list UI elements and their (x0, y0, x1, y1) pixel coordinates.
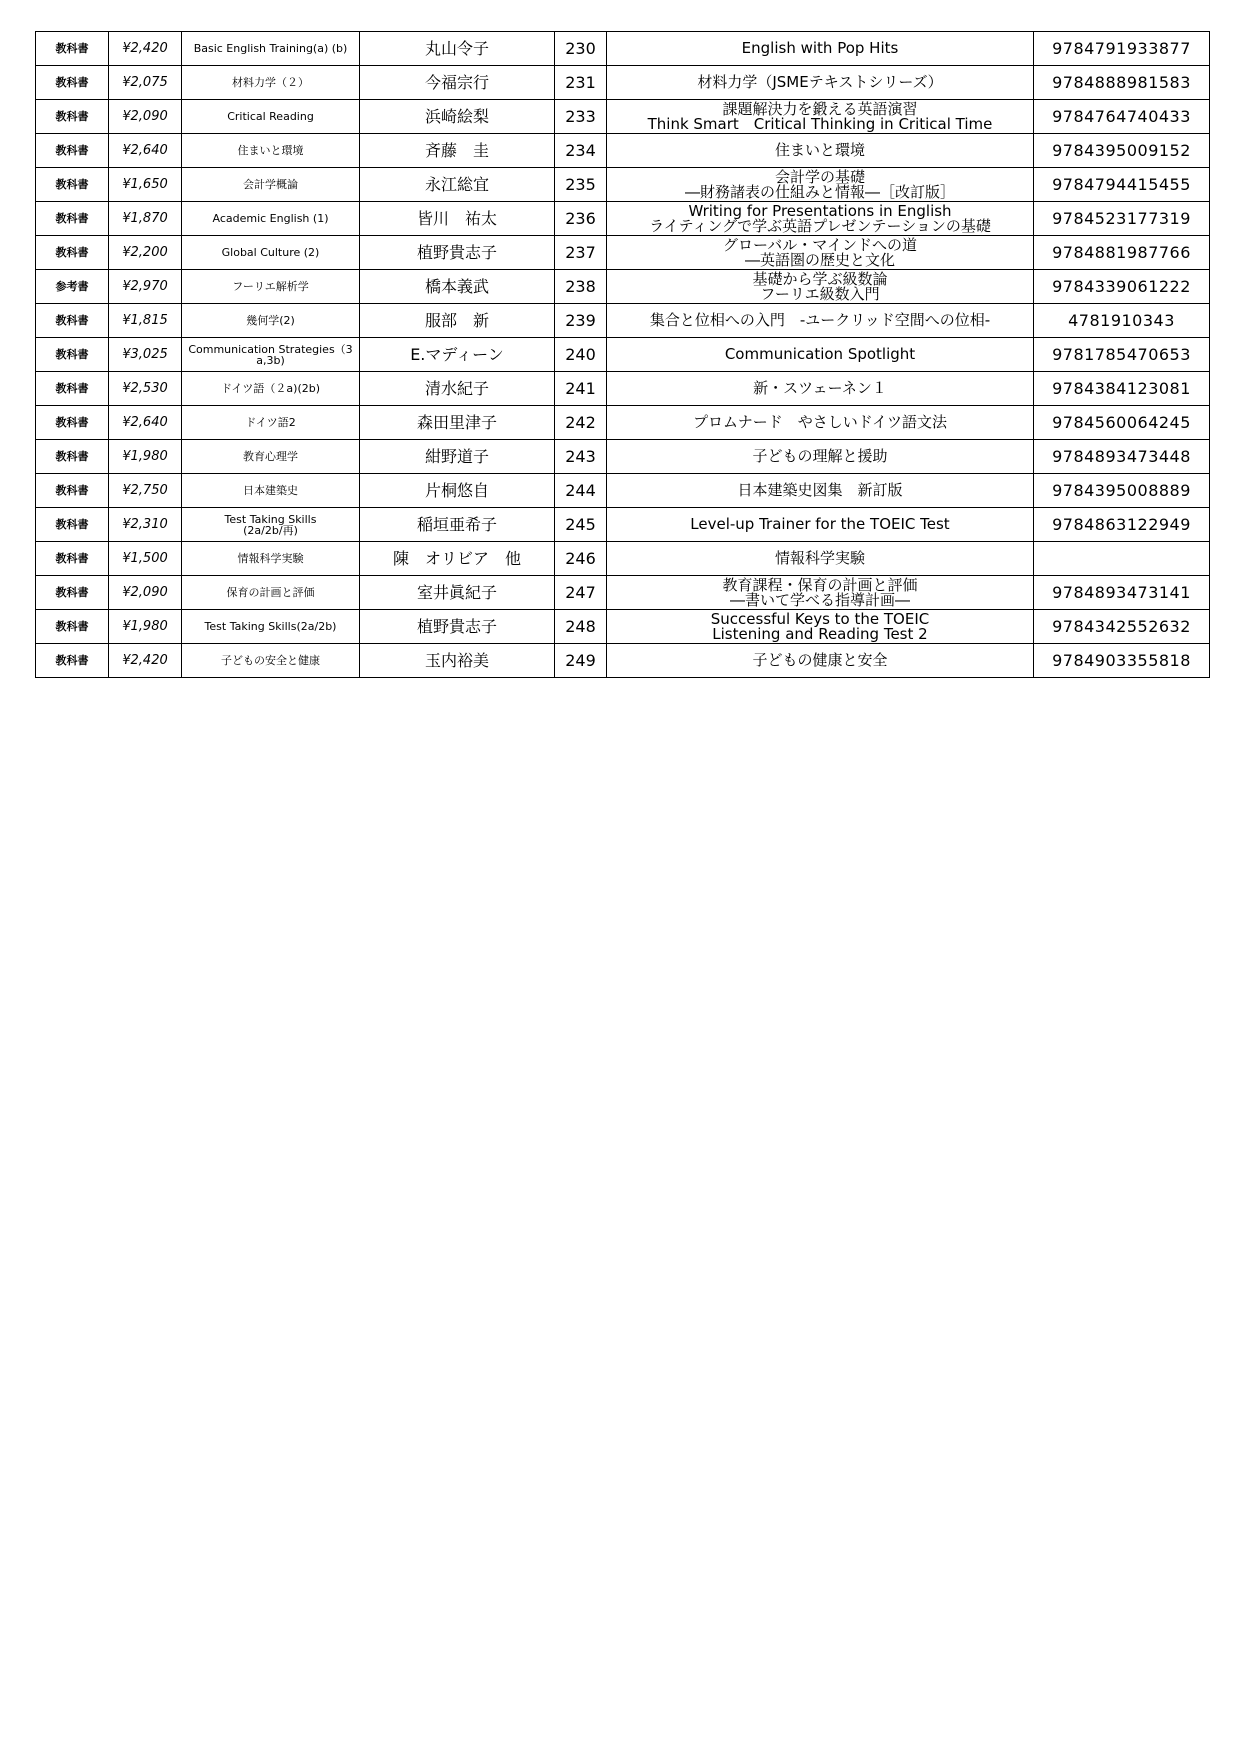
price-cell: ¥3,025 (109, 338, 182, 372)
book-title-cell-line: 教育課程・保育の計画と評価 (722, 575, 918, 594)
book-title-cell (607, 304, 1034, 338)
booklist-table (35, 31, 1210, 678)
teacher-cell: 今福宗行 (360, 66, 555, 100)
book-title-cell (607, 372, 1034, 406)
course-name-cell (182, 440, 360, 474)
price-cell: ¥1,980 (109, 440, 182, 474)
item-number-cell: 236 (555, 202, 607, 236)
table-row (36, 100, 1210, 134)
course-name-cell-line: 保育の計画と評価 (226, 586, 315, 599)
table-row (36, 236, 1210, 270)
price-cell: ¥2,640 (109, 406, 182, 440)
price-cell: ¥1,500 (109, 542, 182, 576)
isbn-cell: 9784863122949 (1034, 508, 1210, 542)
book-title-cell-line: 日本建築史図集 新訂版 (737, 481, 903, 499)
price-cell: ¥2,075 (109, 66, 182, 100)
course-name-cell-line: (2a/2b/再) (243, 523, 298, 537)
course-name-cell (182, 32, 360, 66)
price-cell: ¥1,650 (109, 168, 182, 202)
teacher-cell: 陳 オリビア 他 (360, 542, 555, 576)
price-cell: ¥1,870 (109, 202, 182, 236)
table-row (36, 508, 1210, 542)
course-name-cell (182, 202, 360, 236)
course-name-cell-line: Basic English Training(a) (b) (193, 42, 348, 55)
item-number-cell: 247 (555, 576, 607, 610)
course-name-cell-line: 日本建築史 (243, 484, 298, 497)
course-name-cell (182, 644, 360, 678)
teacher-cell: 植野貴志子 (360, 236, 555, 270)
course-name-cell (182, 576, 360, 610)
item-number-cell: 230 (555, 32, 607, 66)
price-cell: ¥2,090 (109, 576, 182, 610)
book-type-cell: 教科書 (36, 508, 109, 542)
course-name-cell-line: Test Taking Skills (224, 512, 317, 526)
course-name-cell-line: a,3b) (256, 353, 285, 367)
course-name-cell-line: 会計学概論 (243, 178, 298, 191)
book-title-cell (607, 236, 1034, 270)
course-name-cell (182, 406, 360, 440)
price-cell: ¥1,980 (109, 610, 182, 644)
book-type-cell: 教科書 (36, 406, 109, 440)
course-name-cell (182, 236, 360, 270)
isbn-cell: 9784881987766 (1034, 236, 1210, 270)
isbn-cell: 9784395008889 (1034, 474, 1210, 508)
course-name-cell (182, 66, 360, 100)
price-cell: ¥2,970 (109, 270, 182, 304)
item-number-cell: 244 (555, 474, 607, 508)
price-cell: ¥2,640 (109, 134, 182, 168)
book-type-cell: 教科書 (36, 168, 109, 202)
book-title-cell (607, 508, 1034, 542)
book-title-cell-line: 基礎から学ぶ級数論 (752, 269, 888, 288)
course-name-cell-line: 材料力学（２） (232, 76, 309, 89)
item-number-cell: 238 (555, 270, 607, 304)
course-name-cell-line: Global Culture (2) (221, 246, 320, 259)
item-number-cell: 231 (555, 66, 607, 100)
teacher-cell: 皆川 祐太 (360, 202, 555, 236)
price-cell: ¥2,090 (109, 100, 182, 134)
book-title-cell (607, 134, 1034, 168)
table-row (36, 134, 1210, 168)
item-number-cell: 240 (555, 338, 607, 372)
book-type-cell: 教科書 (36, 644, 109, 678)
course-name-cell-line: 情報科学実験 (237, 552, 304, 565)
table-row (36, 304, 1210, 338)
book-title-cell (607, 66, 1034, 100)
teacher-cell: 永江総宜 (360, 168, 555, 202)
course-name-cell (182, 372, 360, 406)
book-title-cell-line: ―書いて学べる指導計画― (729, 590, 910, 609)
teacher-cell: 室井眞紀子 (360, 576, 555, 610)
teacher-cell: 玉内裕美 (360, 644, 555, 678)
course-name-cell (182, 610, 360, 644)
table-row (36, 338, 1210, 372)
book-title-cell-line: 子どもの健康と安全 (752, 651, 888, 669)
isbn-cell: 9784764740433 (1034, 100, 1210, 134)
isbn-cell: 9784794415455 (1034, 168, 1210, 202)
book-title-cell-line: 課題解決力を鍛える英語演習 (722, 99, 918, 118)
item-number-cell: 235 (555, 168, 607, 202)
book-title-cell-line: English with Pop Hits (741, 39, 899, 57)
book-type-cell: 教科書 (36, 202, 109, 236)
course-name-cell (182, 508, 360, 542)
teacher-cell: 橋本義武 (360, 270, 555, 304)
course-name-cell (182, 134, 360, 168)
teacher-cell: 紺野道子 (360, 440, 555, 474)
item-number-cell: 242 (555, 406, 607, 440)
course-name-cell-line: フーリエ解析学 (232, 280, 309, 293)
book-title-cell-line: 会計学の基礎 (774, 167, 865, 186)
teacher-cell: 森田里津子 (360, 406, 555, 440)
teacher-cell: 清水紀子 (360, 372, 555, 406)
price-cell: ¥2,420 (109, 644, 182, 678)
book-title-cell-line: 新・スツェーネン１ (753, 379, 887, 397)
book-title-cell-line: Listening and Reading Test 2 (712, 624, 928, 643)
isbn-cell: 9784342552632 (1034, 610, 1210, 644)
isbn-cell: 9784395009152 (1034, 134, 1210, 168)
book-type-cell: 教科書 (36, 440, 109, 474)
course-name-cell-line: 幾何学(2) (246, 314, 295, 327)
table-row (36, 270, 1210, 304)
teacher-cell: 丸山令子 (360, 32, 555, 66)
table-row (36, 66, 1210, 100)
isbn-cell: 9784523177319 (1034, 202, 1210, 236)
isbn-cell: 9784384123081 (1034, 372, 1210, 406)
price-cell: ¥1,815 (109, 304, 182, 338)
book-title-cell-line: 住まいと環境 (774, 141, 865, 159)
item-number-cell: 246 (555, 542, 607, 576)
book-title-cell-line: 情報科学実験 (774, 549, 865, 567)
item-number-cell: 233 (555, 100, 607, 134)
item-number-cell: 239 (555, 304, 607, 338)
price-cell: ¥2,530 (109, 372, 182, 406)
table-row (36, 576, 1210, 610)
course-name-cell-line: 教育心理学 (243, 450, 298, 463)
teacher-cell: 斉藤 圭 (360, 134, 555, 168)
book-title-cell (607, 644, 1034, 678)
isbn-cell: 9784893473141 (1034, 576, 1210, 610)
course-name-cell (182, 168, 360, 202)
teacher-cell: E.マディーン (360, 338, 555, 372)
price-cell: ¥2,750 (109, 474, 182, 508)
book-title-cell-line: 子どもの理解と援助 (752, 447, 888, 465)
isbn-cell: 9784791933877 (1034, 32, 1210, 66)
course-name-cell (182, 100, 360, 134)
booklist-rows (36, 32, 1210, 678)
table-row (36, 440, 1210, 474)
course-name-cell (182, 304, 360, 338)
book-title-cell-line: Writing for Presentations in English (688, 201, 952, 220)
table-row (36, 202, 1210, 236)
book-type-cell: 教科書 (36, 610, 109, 644)
table-row (36, 610, 1210, 644)
book-title-cell-line: ―英語圏の歴史と文化 (744, 250, 895, 269)
book-type-cell: 教科書 (36, 236, 109, 270)
table-row (36, 372, 1210, 406)
book-type-cell: 教科書 (36, 100, 109, 134)
table-row (36, 542, 1210, 576)
price-cell: ¥2,200 (109, 236, 182, 270)
book-title-cell (607, 270, 1034, 304)
isbn-cell: 9781785470653 (1034, 338, 1210, 372)
isbn-cell: 9784339061222 (1034, 270, 1210, 304)
table-row (36, 644, 1210, 678)
isbn-cell: 9784560064245 (1034, 406, 1210, 440)
book-title-cell-line: フーリエ級数入門 (760, 284, 880, 303)
teacher-cell: 服部 新 (360, 304, 555, 338)
item-number-cell: 234 (555, 134, 607, 168)
course-name-cell-line: 住まいと環境 (237, 144, 304, 157)
teacher-cell: 片桐悠自 (360, 474, 555, 508)
course-name-cell-line: ドイツ語2 (245, 416, 296, 429)
book-type-cell: 教科書 (36, 134, 109, 168)
item-number-cell: 237 (555, 236, 607, 270)
table-row (36, 32, 1210, 66)
book-type-cell: 参考書 (36, 270, 109, 304)
course-name-cell-line: Critical Reading (227, 110, 314, 123)
book-title-cell-line: Think Smart Critical Thinking in Critical Time (647, 114, 993, 133)
course-name-cell-line: Communication Strategies（3 (188, 342, 353, 356)
course-name-cell-line: Test Taking Skills(2a/2b) (204, 620, 337, 633)
book-type-cell: 教科書 (36, 372, 109, 406)
book-title-cell-line: Successful Keys to the TOEIC (710, 609, 930, 628)
book-type-cell: 教科書 (36, 338, 109, 372)
book-title-cell (607, 338, 1034, 372)
book-title-cell (607, 32, 1034, 66)
book-title-cell (607, 474, 1034, 508)
isbn-cell (1034, 542, 1210, 576)
book-type-cell: 教科書 (36, 576, 109, 610)
isbn-cell: 9784888981583 (1034, 66, 1210, 100)
book-title-cell (607, 610, 1034, 644)
table-row (36, 474, 1210, 508)
course-name-cell (182, 474, 360, 508)
book-title-cell-line: Level-up Trainer for the TOEIC Test (690, 515, 950, 533)
item-number-cell: 241 (555, 372, 607, 406)
book-type-cell: 教科書 (36, 66, 109, 100)
book-title-cell-line: 集合と位相への入門 ‐ユークリッド空間への位相‐ (649, 311, 991, 329)
book-title-cell (607, 576, 1034, 610)
course-name-cell-line: ドイツ語（２a)(2b) (220, 382, 321, 395)
table-row (36, 168, 1210, 202)
course-name-cell (182, 270, 360, 304)
course-name-cell (182, 542, 360, 576)
book-title-cell (607, 542, 1034, 576)
book-type-cell: 教科書 (36, 32, 109, 66)
teacher-cell: 植野貴志子 (360, 610, 555, 644)
isbn-cell: 9784893473448 (1034, 440, 1210, 474)
teacher-cell: 浜崎絵梨 (360, 100, 555, 134)
book-title-cell-line: ライティングで学ぶ英語プレゼンテーションの基礎 (649, 216, 991, 235)
price-cell: ¥2,420 (109, 32, 182, 66)
price-cell: ¥2,310 (109, 508, 182, 542)
course-name-cell (182, 338, 360, 372)
book-type-cell: 教科書 (36, 542, 109, 576)
book-title-cell (607, 202, 1034, 236)
book-title-cell-line: プロムナード やさしいドイツ語文法 (693, 413, 947, 431)
book-type-cell: 教科書 (36, 474, 109, 508)
teacher-cell: 稲垣亜希子 (360, 508, 555, 542)
isbn-cell: 9784903355818 (1034, 644, 1210, 678)
course-name-cell-line: 子どもの安全と健康 (221, 654, 320, 667)
isbn-cell: 4781910343 (1034, 304, 1210, 338)
book-title-cell (607, 100, 1034, 134)
book-type-cell: 教科書 (36, 304, 109, 338)
book-title-cell-line: 材料力学（JSMEテキストシリーズ） (697, 73, 943, 91)
item-number-cell: 248 (555, 610, 607, 644)
table-row (36, 406, 1210, 440)
book-title-cell (607, 168, 1034, 202)
book-title-cell (607, 406, 1034, 440)
book-title-cell-line: グローバル・マインドへの道 (723, 235, 917, 254)
book-title-cell (607, 440, 1034, 474)
book-title-cell-line: ―財務諸表の仕組みと情報―［改訂版］ (684, 182, 955, 201)
item-number-cell: 249 (555, 644, 607, 678)
book-title-cell-line: Communication Spotlight (724, 345, 916, 363)
item-number-cell: 243 (555, 440, 607, 474)
course-name-cell-line: Academic English (1) (212, 212, 329, 225)
item-number-cell: 245 (555, 508, 607, 542)
